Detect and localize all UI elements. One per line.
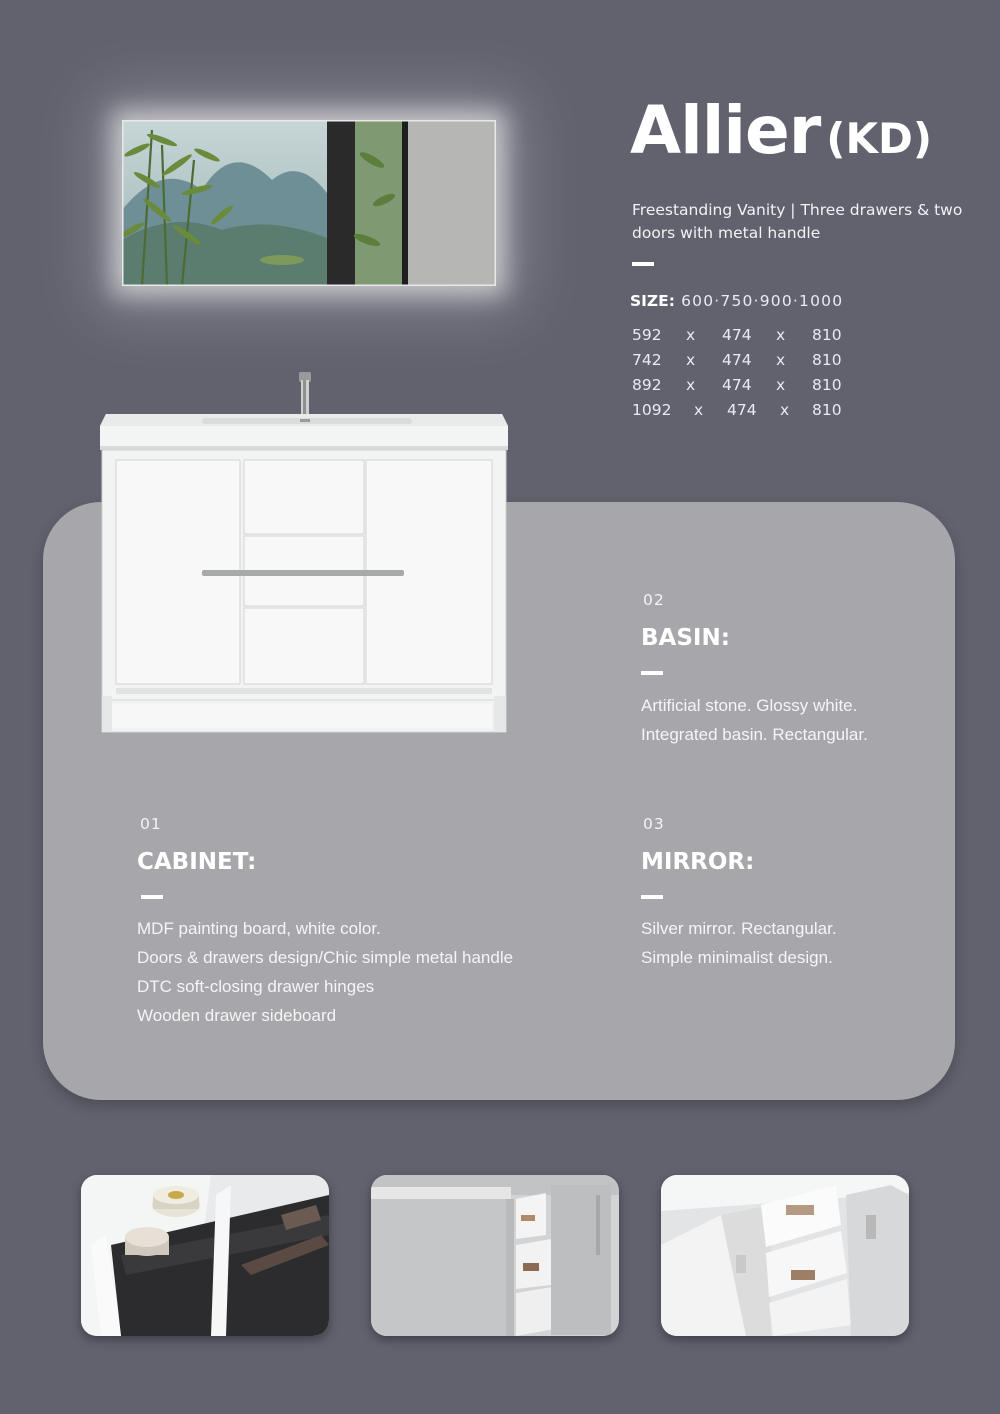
size-separator: x [686,326,696,344]
basin-number: 02 [643,591,665,609]
cabinet-line: Doors & drawers design/Chic simple metal handle [137,948,514,967]
size-row [632,326,872,351]
title-divider [632,262,654,266]
size-separator: x [686,351,696,369]
size-label: SIZE [630,292,669,310]
cabinet-line: MDF painting board, white color. [137,919,381,938]
mirror-description [641,914,837,972]
size-height: 810 [812,401,842,419]
mirror-divider [641,895,663,899]
size-table [632,326,872,426]
basin-line: Artificial stone. Glossy white. [641,696,858,715]
size-row [632,376,872,401]
size-separator: x [780,401,790,419]
size-separator: x [776,326,786,344]
cabinet-description [137,914,513,1030]
size-depth: 474 [722,376,752,394]
size-models: 600·750·900·1000 [681,292,844,310]
size-separator: x [776,351,786,369]
detail-photo-front-open [661,1175,909,1336]
size-depth: 474 [722,351,752,369]
size-separator: x [694,401,704,419]
detail-photo-drawer-open [81,1175,329,1336]
size-line: SIZE: 600·750·900·1000 [630,292,844,310]
basin-divider [641,671,663,675]
product-subtitle: Freestanding Vanity | Three drawers & two doors with metal handle [632,201,963,242]
cabinet-title: CABINET: [137,849,257,875]
cabinet-number: 01 [140,815,162,833]
led-mirror-image [122,120,496,286]
size-depth: 474 [727,401,757,419]
size-separator: x [776,376,786,394]
size-width: 592 [632,326,662,344]
size-separator: x [686,376,696,394]
size-width: 742 [632,351,662,369]
detail-photo-side-view [371,1175,619,1336]
size-height: 810 [812,376,842,394]
basin-line: Integrated basin. Rectangular. [641,725,868,744]
product-title [630,92,932,169]
vanity-image [98,366,510,738]
mirror-line: Simple minimalist design. [641,948,833,967]
product-name: Allier [630,92,821,169]
basin-description [641,691,868,749]
mirror-line: Silver mirror. Rectangular. [641,919,837,938]
product-suffix: (KD) [826,114,933,163]
size-height: 810 [812,351,842,369]
cabinet-line: Wooden drawer sideboard [137,1006,337,1025]
mirror-number: 03 [643,815,665,833]
basin-title: BASIN: [641,625,730,651]
size-height: 810 [812,326,842,344]
size-width: 1092 [632,401,672,419]
cabinet-line: DTC soft-closing drawer hinges [137,977,375,996]
size-row [632,351,872,376]
size-row [632,401,872,426]
cabinet-divider [141,895,163,899]
size-width: 892 [632,376,662,394]
size-depth: 474 [722,326,752,344]
mirror-title: MIRROR: [641,849,755,875]
